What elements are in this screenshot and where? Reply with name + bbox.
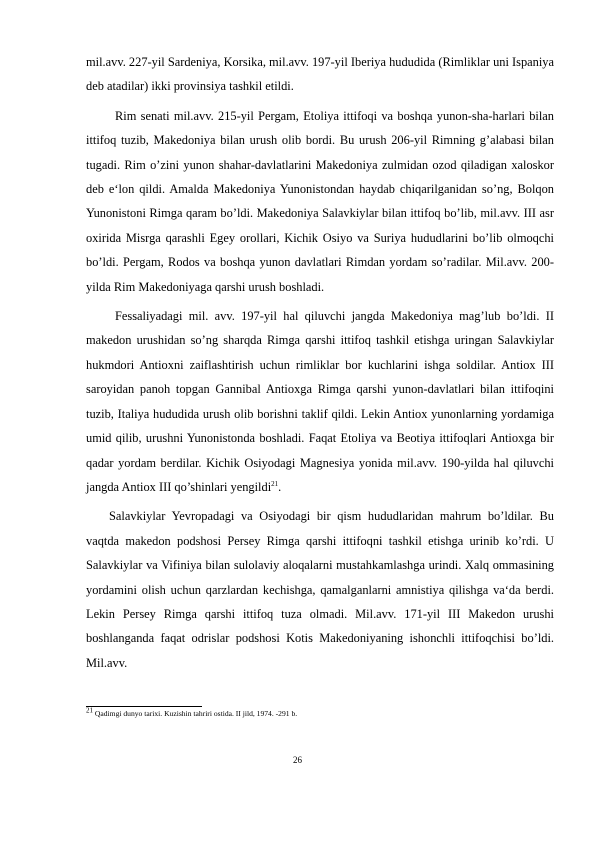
footnote xyxy=(86,706,298,719)
page-number: 26 xyxy=(293,755,302,765)
paragraph-3 xyxy=(86,304,554,499)
page-body xyxy=(86,50,554,675)
paragraph-2: Rim senati mil.avv. 215-yil Pergam, Etoliya ittifoqi va boshqa yunon-sha-harlari bilan ittifoq tuzib, Makedoniya bilan urush olib bordi. Bu urush 206-yil Rimning g’alabasi bilan tugadi. Rim o’zini yunon shahar-davlatlarini Makedoniya zulmidan ozod qiladigan xaloskor deb e‘lon qildi. Amalda Makedoniya Yunonistondan haydab chiqarilganidan so’ng, Bolqon Yunonistoni Rimga qaram bo’ldi. Makedoniya Salavkiylar bilan ittifoq bo’lib, mil.avv. III asr oxirida Misrga qarashli Egey orollari, Kichik Osiyo va Suriya hududlarini bo’lib olmoqchi bo’ldi. Pergam, Rodos va boshqa yunon davlatlari Rimdan yordam so’radilar. Mil.avv. 200-yilda Rim Makedoniyaga qarshi urush boshladi. xyxy=(86,108,554,294)
footnote-number: 21 xyxy=(86,706,93,715)
paragraph-3-end: . xyxy=(278,479,282,494)
footnote-text: Qadimgi dunyo tarixi. Kuzishin tahriri ostida. II jild, 1974. -291 b. xyxy=(93,709,298,718)
footnote-divider xyxy=(86,706,202,707)
paragraph-1: mil.avv. 227-yil Sardeniya, Korsika, mil.avv. 197-yil Iberiya hududida (Rimliklar uni Ispaniya deb atadilar) ikki provinsiya tashkil etildi. xyxy=(86,55,554,94)
paragraph-3-text: Fessaliyadagi mil. avv. 197-yil hal qiluvchi jangda Makedoniya mag’lub bo’ldi. II makedon urushidan so’ng sharqda Rimga qarshi ittifoq tashkil etishga uringan Salavkiylar hukmdori Antioxni zaiflashtirish uchun rimliklar bor kuchlarini ishga soldilar. Antiox III saroyidan panoh topgan Gannibal Antioxga Rimga qarshi yunon-davlatlari bilan ittifoqini tuzib, Italiya hududida urush olib borishni taklif qildi. Lekin Antiox yunonlarning yordamiga umid qilib, urushni Yunonistonda boshladi. Faqat Etoliya va Beotiya ittifoqlari Antioxga bir qadar yordam berdilar. Kichik Osiyodagi Magnesiya yonida mil.avv. 190-yilda hal qiluvchi jangda Antiox III qo’shinlari yengildi xyxy=(86,309,554,494)
paragraph-4: Salavkiylar Yevropadagi va Osiyodagi bir qism hududlaridan mahrum bo’ldilar. Bu vaqtda makedon podshosi Persey Rimga qarshi ittifoqni tashkil etishga urinib ko’rdi. U Salavkiylar va Vifiniya bilan sulolaviy aloqalarni mustahkamlashga urindi. Xalq ommasining yordamini olish uchun qarzlardan kechishga, qamalganlarni amnistiya qilishga va‘da berdi. Lekin Persey Rimga qarshi ittifoq tuza olmadi. Mil.avv. 171-yil III Makedon urushi boshlanganda faqat odrislar podshosi Kotis Makedoniyaning ishonchli ittifoqchisi bo’ldi. Mil.avv. xyxy=(86,509,554,670)
footnote-reference[interactable]: 21 xyxy=(271,479,279,488)
